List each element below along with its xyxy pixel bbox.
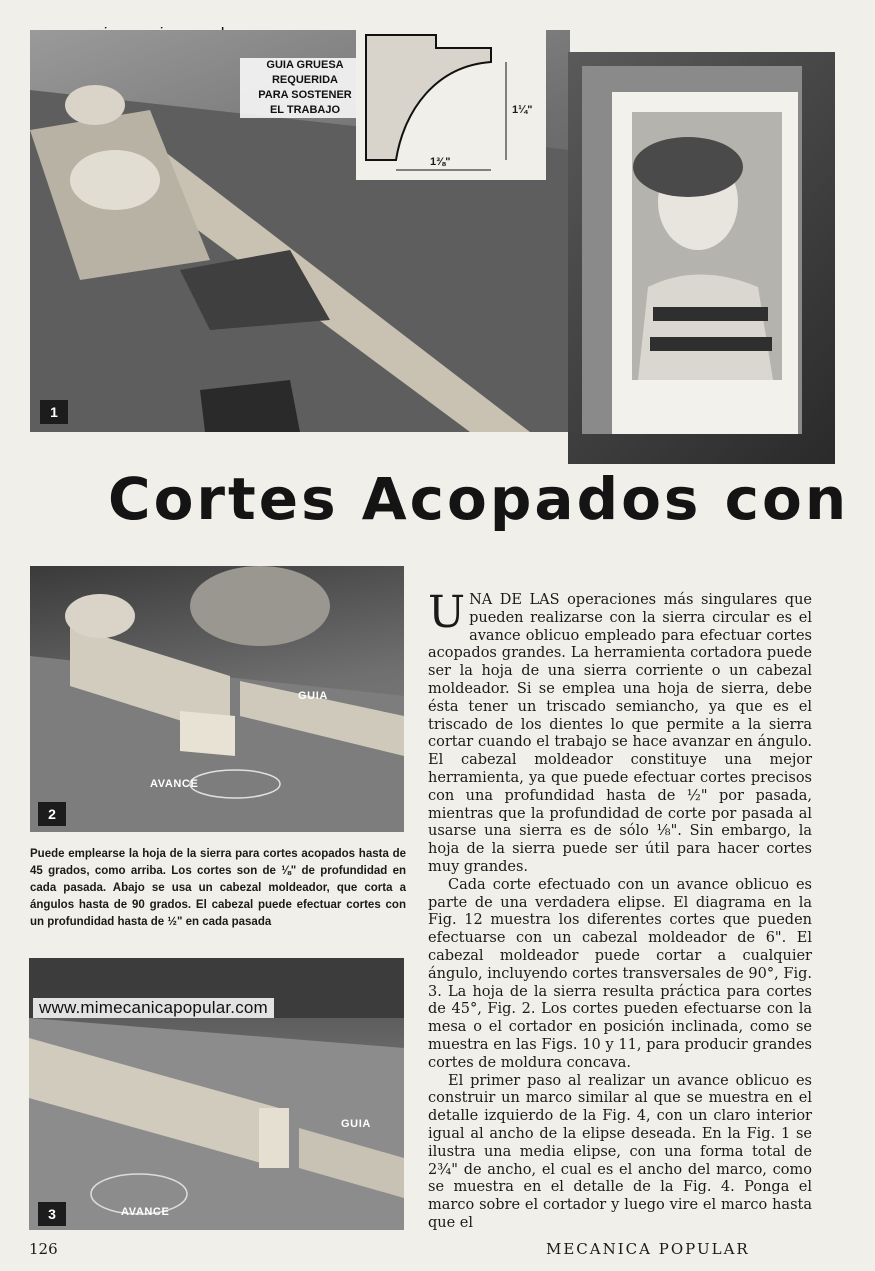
article-paragraph-2: Cada corte efectuado con un avance oblicuo es parte de una verdadera elipse. El diagrama en la Fig. 12 muestra los diferentes cortes que pueden efectuarse con un cabezal moldeador de 6". El cabezal moldeador puede cortar a cualquier ángulo, incluyendo cortes transversales de 90°, Fig. 3. La hoja de la sierra resulta práctica para cortes de 45°, Fig. 2. Los cortes pueden efectuarse con la mesa o el cortador en posición inclinada, como se muestra en las Figs. 10 y 11, para producir grandes cortes de moldura concava. <box>428 876 812 1071</box>
figure-2-illustration <box>30 566 404 832</box>
figure-2-number: 2 <box>38 802 66 826</box>
guide-note-line-4: EL TRABAJO <box>269 104 341 116</box>
guide-note <box>240 58 370 118</box>
figure-1-number: 1 <box>40 400 68 424</box>
article-body <box>428 587 812 1233</box>
guide-note-line-2: REQUERIDA <box>271 74 338 86</box>
article-paragraph-1-text: NA DE LAS operaciones más singulares que pueden realizarse con la sierra circular es el avance oblicuo empleado para efectuar cortes acopados grandes. La herramienta cortadora puede ser la hoja de una sierra corriente o un cabezal moldeador. Si se emplea una hoja de sierra, debe ésta tener un triscado semiancho, ya que es el triscado de los dientes lo que permite a la sierra cortar cuando el trabajo se hace avanzar en ángulo. El cabezal moldeador constituye una mejor herramienta, ya que puede efectuar cortes precisos con una profundidad hasta de ½" por pasada, mientras que la profundidad de corte por pasada al usarse una sierra es de sólo ⅛". Sin embargo, la hoja de la sierra puede ser útil para hacer cortes muy grandes. <box>428 592 812 875</box>
page-number: 126 <box>29 1240 58 1258</box>
article-paragraph-1 <box>428 587 812 877</box>
page-title: Cortes Acopados con <box>108 465 850 533</box>
figure-3-feed-label: AVANCE <box>121 1206 170 1218</box>
guide-note-line-1: GUIA GRUESA <box>266 59 344 71</box>
guide-note-line-3: PARA SOSTENER <box>258 89 352 101</box>
watermark-middle: www.mimecanicapopular.com <box>33 998 274 1018</box>
dimension-width: 1⅜" <box>430 156 451 168</box>
framed-portrait <box>568 52 835 464</box>
figure-3-number: 3 <box>38 1202 66 1226</box>
magazine-name: MECANICA POPULAR <box>546 1240 750 1258</box>
figure-2-feed-label: AVANCE <box>150 778 199 790</box>
figure-2-photo <box>30 566 404 832</box>
cross-section-diagram <box>356 30 546 180</box>
framed-portrait-illustration <box>568 52 835 464</box>
article-paragraph-3: El primer paso al realizar un avance oblicuo es construir un marco similar al que se muestra en el detalle izquierdo de la Fig. 4, con un claro interior igual al ancho de la elipse deseada. En la Fig. 1 se ilustra una media elipse, con una forma total de 2¾" de ancho, el cual es el ancho del marco, como se muestra en el detalle de la Fig. 4. Ponga el marco sobre el cortador y luego vire el marco hasta que el <box>428 1072 812 1231</box>
figure-3-guide-label: GUIA <box>341 1118 371 1130</box>
drop-cap: U <box>428 587 466 638</box>
figure-2-guide-label: GUIA <box>298 690 328 702</box>
dimension-height: 1¼" <box>512 104 533 116</box>
figure-caption: Puede emplearse la hoja de la sierra para cortes acopados hasta de 45 grados, como arriba. Los cortes son de ⅛" de profundidad en cada pasada. Abajo se usa un cabezal moldeador, que corta a ángulos hasta de 90 grados. El cabezal puede efectuar cortes con un profundidad hasta de ½" en cada pasada <box>30 848 406 928</box>
